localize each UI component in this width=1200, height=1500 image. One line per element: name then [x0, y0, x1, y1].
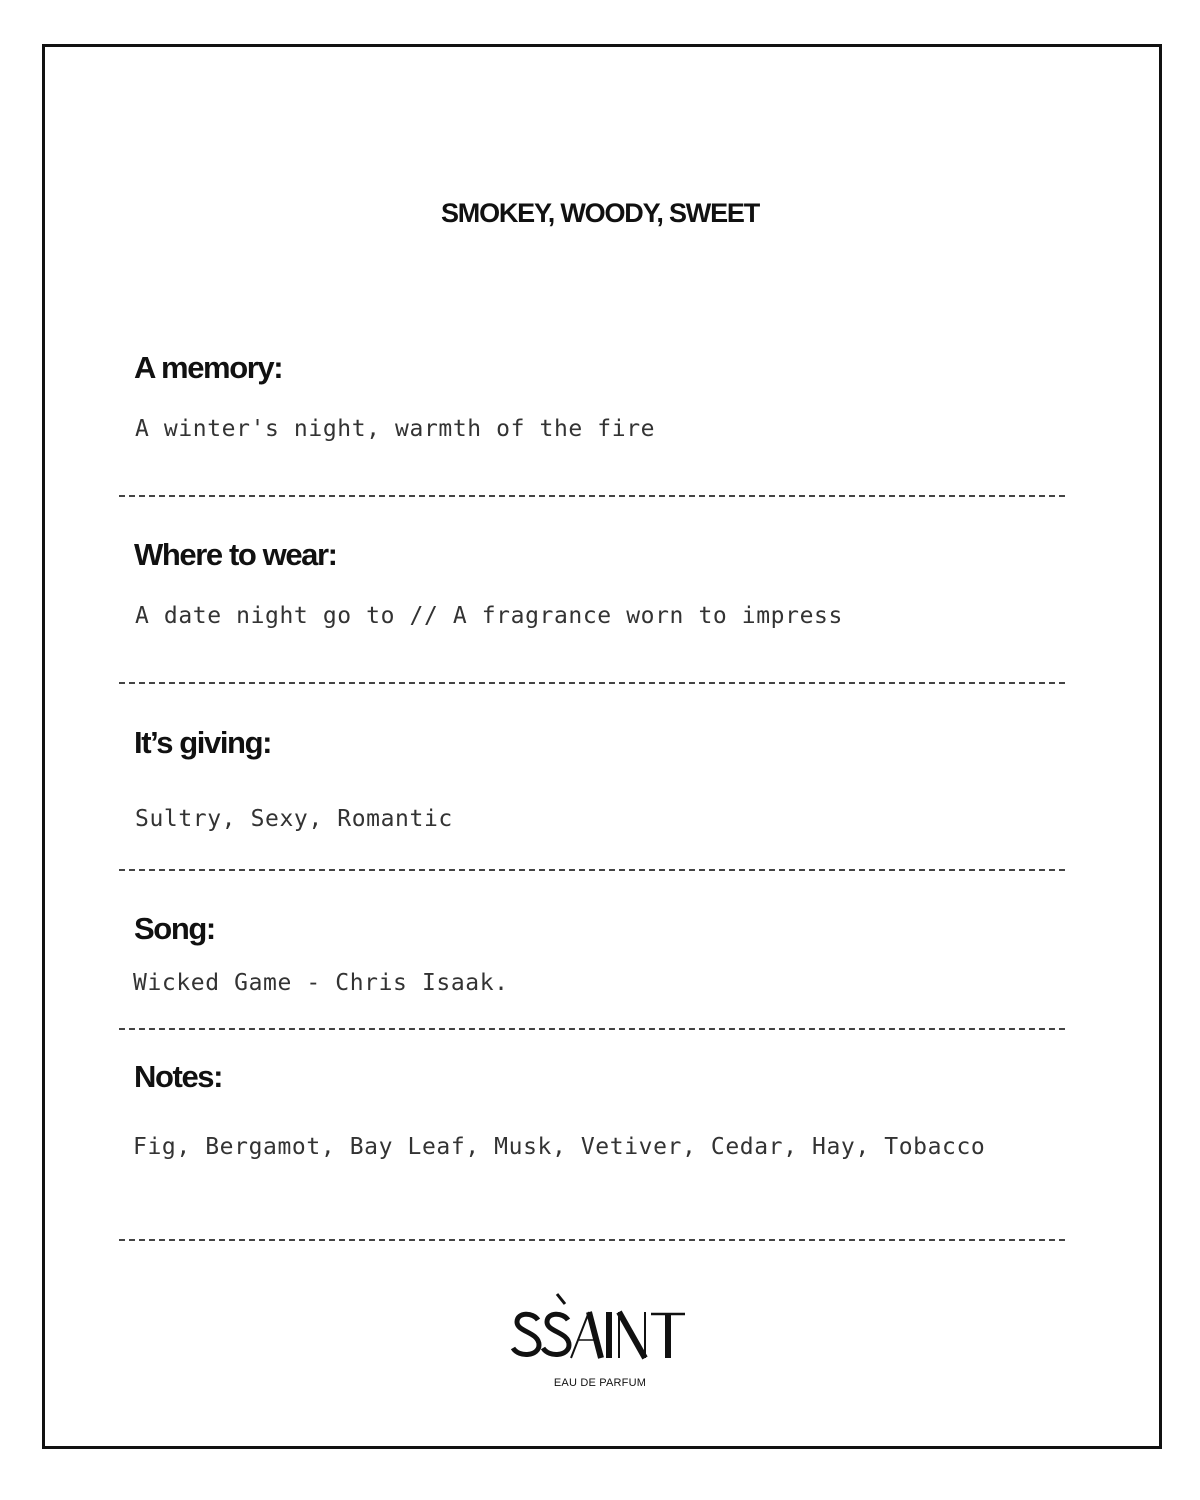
section-divider: [119, 682, 1065, 684]
section-divider: [119, 1239, 1065, 1241]
section-value-its-giving: Sultry, Sexy, Romantic: [135, 806, 453, 832]
section-heading-notes: Notes:: [134, 1059, 223, 1094]
section-divider: [119, 869, 1065, 871]
section-heading-memory: A memory:: [134, 350, 283, 385]
section-divider: [119, 495, 1065, 497]
page-title: SMOKEY, WOODY, SWEET: [440, 198, 760, 228]
section-value-memory: A winter's night, warmth of the fire: [135, 416, 656, 442]
section-divider: [119, 1028, 1065, 1030]
section-value-song: Wicked Game - Chris Isaak.: [133, 970, 509, 996]
brand-logo: [0, 1290, 1200, 1370]
brand-tagline: EAU DE PARFUM: [553, 1377, 647, 1389]
section-value-notes: Fig, Bergamot, Bay Leaf, Musk, Vetiver, Cedar, Hay, Tobacco: [133, 1134, 986, 1160]
section-heading-where-to-wear: Where to wear:: [134, 537, 337, 572]
section-heading-its-giving: It’s giving:: [134, 725, 272, 760]
section-value-where-to-wear: A date night go to // A fragrance worn to impress: [135, 603, 843, 629]
saint-logo-icon: [505, 1290, 695, 1370]
section-heading-song: Song:: [134, 911, 215, 946]
